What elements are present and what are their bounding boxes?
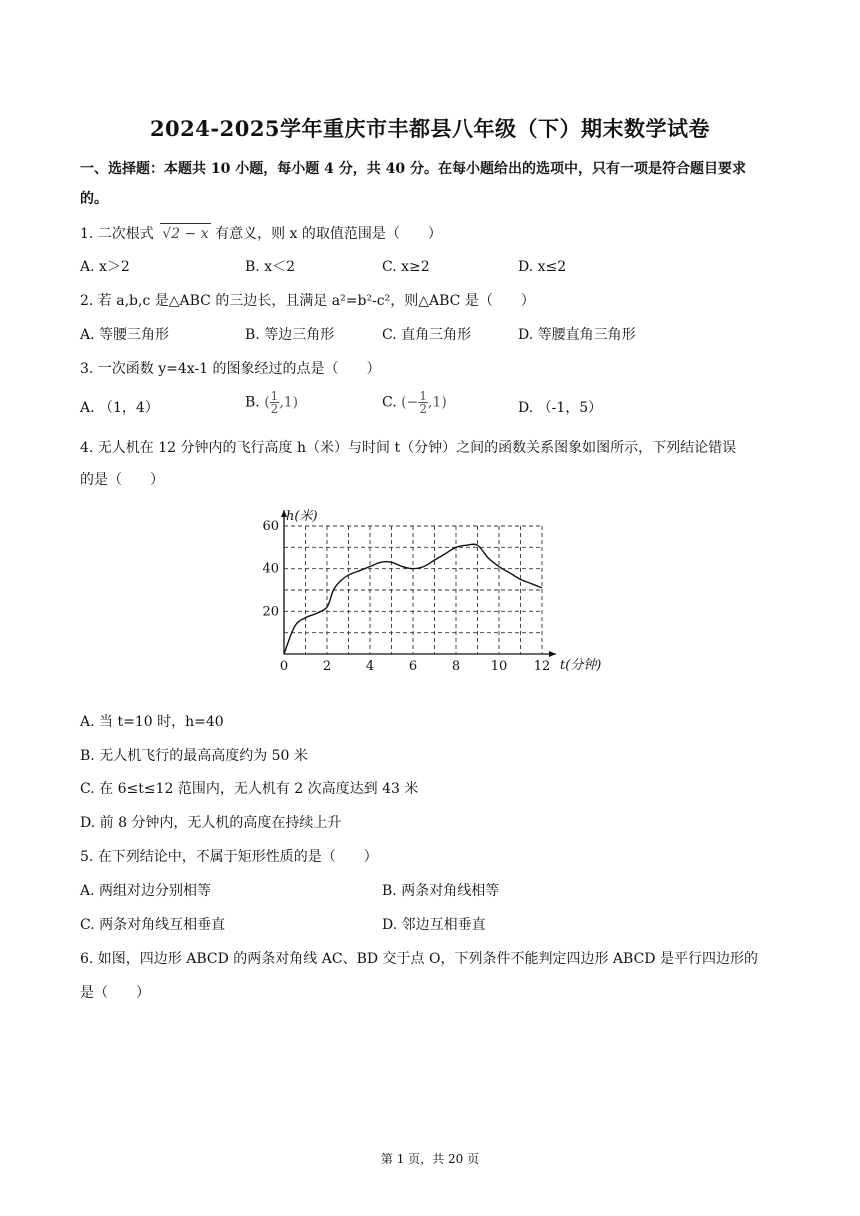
q3-option-b-open-paren: ( — [264, 394, 270, 411]
q2-option-b: B. 等边三角形 — [245, 327, 335, 343]
chart-axes — [281, 509, 601, 673]
y-axis-label: h(米) — [286, 509, 318, 524]
q3-option-b-label: B. — [245, 394, 260, 411]
q2-option-a: A. 等腰三角形 — [80, 327, 170, 343]
q3-option-c-rest: ,1) — [427, 394, 447, 411]
q6-stem-line1: 6. 如图，四边形 ABCD 的两条对角线 AC、BD 交于点 O，下列条件不能判定四边形 ABCD 是平行四边形的 — [80, 951, 758, 967]
q3-option-c-minus: (− — [401, 394, 419, 411]
q4-option-d: D. 前 8 分钟内，无人机的高度在持续上升 — [80, 815, 342, 831]
q3-option-b-rest: ,1) — [279, 394, 299, 411]
q3-option-c — [382, 390, 447, 415]
q3-option-c-denominator: 2 — [419, 402, 427, 416]
q1-option-c: C. x≥2 — [382, 259, 430, 275]
x-tick-label: 12 — [533, 659, 551, 674]
page-footer: 第 1 页，共 20 页 — [380, 1152, 480, 1166]
q3-option-b-numerator: 1 — [270, 389, 279, 403]
x-tick-label: 8 — [451, 659, 461, 674]
q3-option-d: D. （-1，5） — [518, 400, 603, 416]
y-tick-label: 40 — [262, 561, 279, 577]
section-instruction-line2: 的。 — [80, 191, 108, 207]
x-tick-label: 2 — [322, 659, 332, 674]
section-instruction-line1: 一、选择题：本题共 10 小题，每小题 4 分，共 40 分。在每小题给出的选项中，只有一项是符合题目要求 — [80, 161, 746, 177]
x-tick-label: 10 — [490, 659, 508, 674]
y-tick-label: 20 — [262, 604, 279, 620]
q3-option-a: A. （1，4） — [80, 400, 159, 416]
q3-stem: 3. 一次函数 y=4x-1 的图象经过的点是（ ） — [80, 361, 381, 377]
q5-option-b: B. 两条对角线相等 — [382, 883, 500, 899]
q3-option-b-fraction — [270, 390, 280, 415]
q2-option-d: D. 等腰直角三角形 — [518, 327, 636, 343]
q4-stem-line2: 的是（ ） — [80, 472, 164, 488]
x-tick-label: 6 — [408, 659, 418, 674]
q3-option-c-numerator: 1 — [419, 389, 427, 403]
q4-option-a: A. 当 t=10 时，h=40 — [80, 714, 224, 730]
q4-option-b: B. 无人机飞行的最高高度约为 50 米 — [80, 748, 308, 764]
q5-option-c: C. 两条对角线互相垂直 — [80, 917, 226, 933]
y-tick-label: 60 — [262, 519, 279, 534]
q1-option-d: D. x≤2 — [518, 259, 567, 275]
q2-option-c: C. 直角三角形 — [382, 327, 472, 343]
height-time-chart — [250, 494, 610, 684]
x-axis-label: t(分钟) — [560, 658, 602, 673]
q2-stem: 2. 若 a,b,c 是△ABC 的三边长，且满足 a²=b²-c²，则△ABC 是（ ） — [80, 293, 535, 309]
q1-stem-after: 有意义，则 x 的取值范围是（ ） — [210, 226, 442, 242]
q4-option-c: C. 在 6≤t≤12 范围内，无人机有 2 次高度达到 43 米 — [80, 781, 419, 797]
q1-stem-before: 1. 二次根式 — [80, 226, 159, 242]
q3-option-b — [245, 390, 298, 415]
q5-stem: 5. 在下列结论中，不属于矩形性质的是（ ） — [80, 849, 378, 865]
q3-option-b-denominator: 2 — [270, 402, 279, 416]
q1-sqrt-content: 2 − x — [171, 226, 209, 242]
chart-grid — [284, 526, 542, 654]
q6-stem-line2: 是（ ） — [80, 985, 150, 1001]
q3-option-c-fraction — [418, 390, 428, 415]
q1-sqrt-expression: √2 − x — [160, 223, 210, 244]
q1-option-a: A. x＞2 — [80, 259, 130, 275]
q5-option-a: A. 两组对边分别相等 — [80, 883, 212, 899]
x-tick-label: 0 — [279, 659, 289, 674]
x-axis-arrow — [549, 651, 556, 657]
x-tick-label: 4 — [365, 659, 375, 674]
page-title: 2024-2025学年重庆市丰都县八年级（下）期末数学试卷 — [149, 116, 711, 141]
q1-stem — [80, 223, 442, 244]
q1-option-b: B. x＜2 — [245, 259, 295, 275]
q3-option-c-label: C. — [382, 394, 397, 411]
q4-stem-line1: 4. 无人机在 12 分钟内的飞行高度 h（米）与时间 t（分钟）之间的函数关系图象如图所示，下列结论错误 — [80, 440, 737, 456]
q5-option-d: D. 邻边互相垂直 — [382, 917, 486, 933]
